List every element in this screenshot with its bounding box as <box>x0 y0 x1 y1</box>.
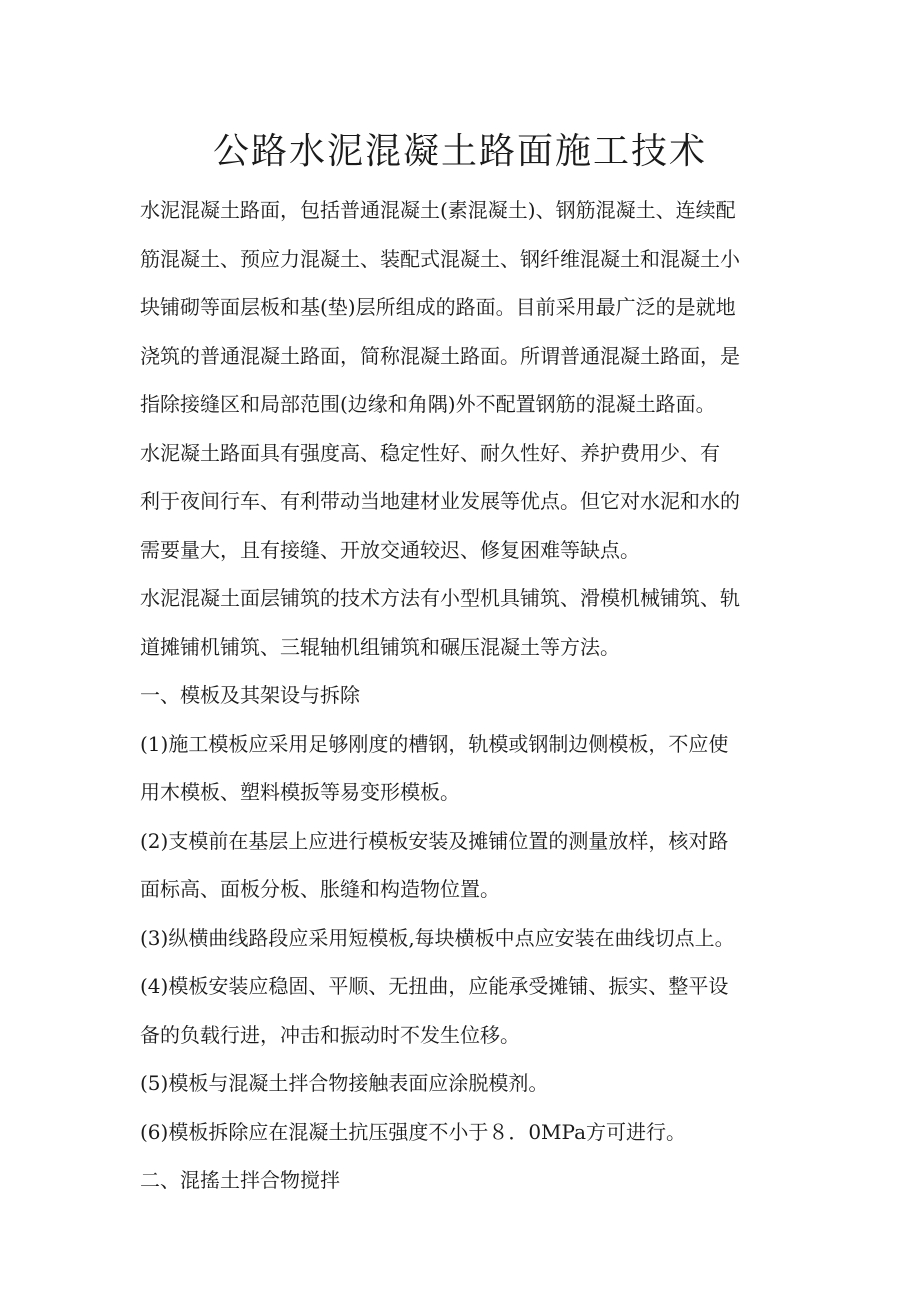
text-line: (6)模板拆除应在混凝土抗压强度不小于８．0MPa方可进行。 <box>140 1119 687 1144</box>
text-line: 水泥凝土路面具有强度高、稳定性好、耐久性好、养护费用少、有 <box>140 440 720 465</box>
text-line: 指除接缝区和局部范围(边缘和角隅)外不配置钢筋的混凝土路面。 <box>140 392 716 416</box>
text-line: (1)施工模板应采用足够刚度的槽钢，轨模或钢制边侧模板，不应使 <box>140 731 729 756</box>
document-title: 公路水泥混凝土路面施工技术 <box>212 131 707 172</box>
text-line: 面标高、面板分板、胀缝和构造物位置。 <box>140 877 500 901</box>
text-line: 需要量大，且有接缝、开放交通较迟、修复困难等缺点。 <box>140 537 640 562</box>
section-heading: 一、模板及其架设与拆除 <box>140 683 360 707</box>
text-line: (2)支模前在基层上应进行模板安装及摊铺位置的测量放样，核对路 <box>140 828 729 853</box>
text-line: 利于夜间行车、有利带动当地建材业发展等优点。但它对水泥和水的 <box>140 489 740 513</box>
text-line: 筋混凝土、预应力混凝土、装配式混凝土、钢纤维混凝土和混凝土小 <box>140 246 740 271</box>
section-heading: 二、混搖土拌合物搅拌 <box>140 1168 340 1192</box>
text-line: (5)模板与混凝土拌合物接触表面应涂脱模剂。 <box>140 1071 549 1095</box>
text-line: 道摊铺机铺筑、三辊轴机组铺筑和碾压混凝土等方法。 <box>140 634 620 659</box>
text-line: 水泥混凝土面层铺筑的技术方法有小型机具铺筑、滑模机械铺筑、轨 <box>140 586 740 610</box>
text-line: (4)模板安装应稳固、平顺、无扭曲，应能承受摊铺、振实、整平设 <box>140 974 729 998</box>
text-line: 用木模板、塑料模扳等易变形模板。 <box>140 780 460 804</box>
text-line: 浇筑的普通混凝土路面，简称混凝土路面。所谓普通混凝土路面，是 <box>140 343 740 368</box>
document-body <box>140 186 790 1205</box>
text-line: 水泥混凝土路面，包括普通混凝土(素混凝土)、钢筋混凝土、连续配 <box>140 198 736 222</box>
text-line: 备的负载行进，冲击和振动时不发生位移。 <box>140 1022 520 1047</box>
text-line: (3)纵横曲线路段应采用短模板,每块横板中点应安装在曲线切点上。 <box>140 925 735 950</box>
text-line: 块铺砌等面层板和基(垫)层所组成的路面。目前采用最广泛的是就地 <box>140 295 736 319</box>
